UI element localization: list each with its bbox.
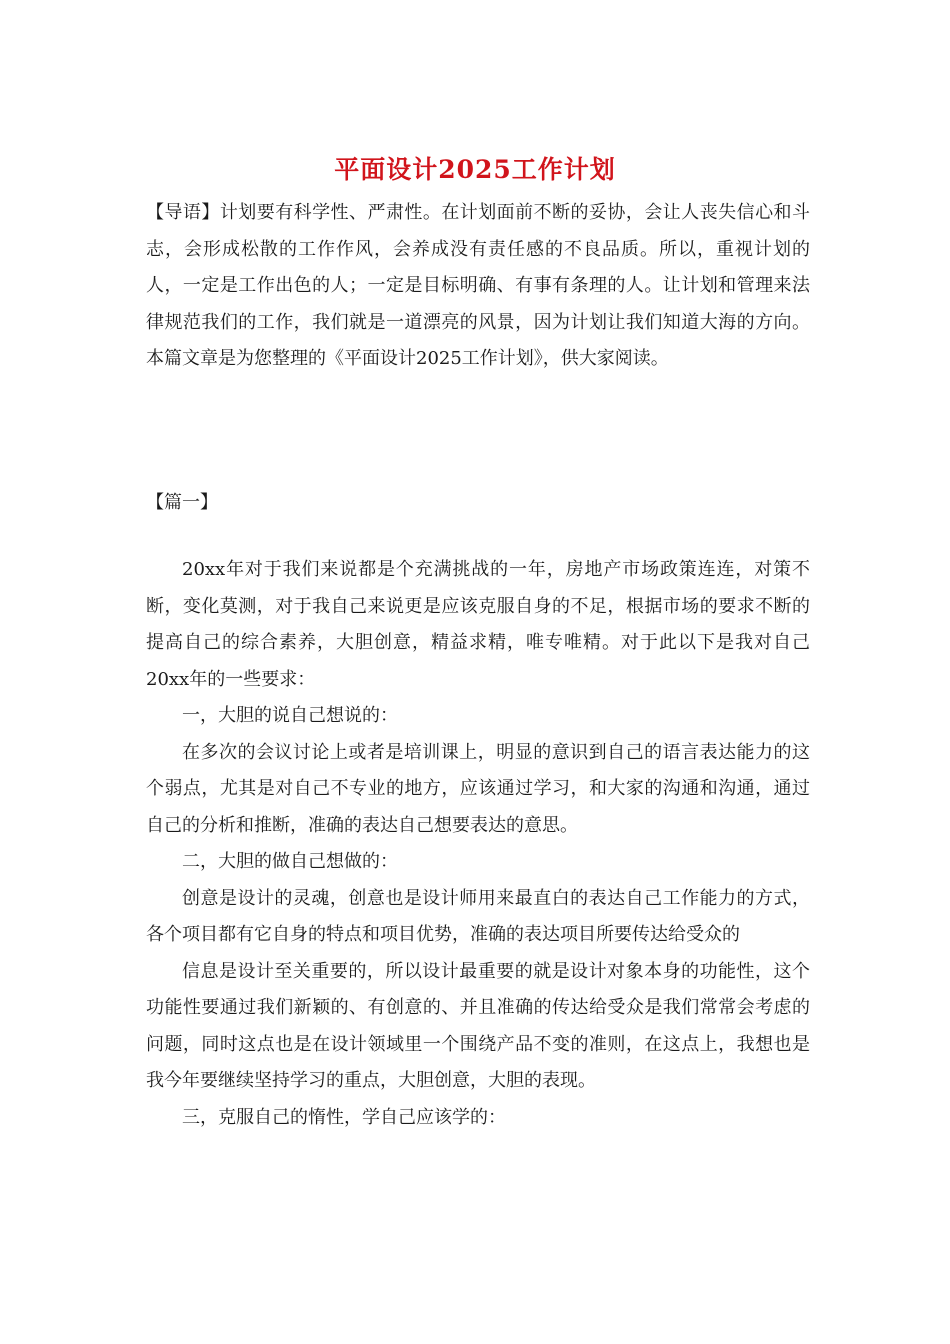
body-paragraph: 创意是设计的灵魂，创意也是设计师用来最直白的表达自己工作能力的方式，各个项目都有它自身的特点和项目优势，准确的表达项目所要传达给受众的: [146, 887, 810, 945]
intro-paragraph: 【导语】计划要有科学性、严肃性。在计划面前不断的妥协，会让人丧失信心和斗志，会形成松散的工作作风，会养成没有责任感的不良品质。所以，重视计划的人，一定是工作出色的人；一定是目标明确、有事有条理的人。让计划和管理来法律规范我们的工作，我们就是一道漂亮的风景，因为计划让我们知道大海的方向。本篇文章是为您整理的《平面设计2025工作计划》，供大家阅读。: [146, 202, 810, 369]
subheading-3: 三，克服自己的惰性，学自己应该学的：: [182, 1106, 506, 1128]
body-paragraph: 20xx年对于我们来说都是个充满挑战的一年，房地产市场政策连连，对策不断，变化莫测，对于我自己来说更是应该克服自身的不足，根据市场的要求不断的提高自己的综合素养，大胆创意，精益求精，唯专唯精。对于此以下是我对自己20xx年的一些要求：: [146, 559, 810, 690]
body-paragraph: 在多次的会议讨论上或者是培训课上，明显的意识到自己的语言表达能力的这个弱点，尤其是对自己不专业的地方，应该通过学习，和大家的沟通和沟通，通过自己的分析和推断，准确的表达自己想要表达的意思。: [146, 741, 810, 836]
body-paragraph: 信息是设计至关重要的，所以设计最重要的就是设计对象本身的功能性，这个功能性要通过我们新颖的、有创意的、并且准确的传达给受众是我们常常会考虑的问题，同时这点也是在设计领域里一个围绕产品不变的准则，在这点上，我想也是我今年要继续坚持学习的重点，大胆创意，大胆的表现。: [146, 960, 810, 1091]
subheading-1: 一，大胆的说自己想说的：: [182, 705, 398, 726]
section-heading: 【篇一】: [146, 492, 218, 513]
document-title: 平面设计2025工作计划: [334, 155, 616, 184]
body-text: [146, 552, 810, 1136]
subheading-2: 二，大胆的做自己想做的：: [182, 851, 398, 872]
